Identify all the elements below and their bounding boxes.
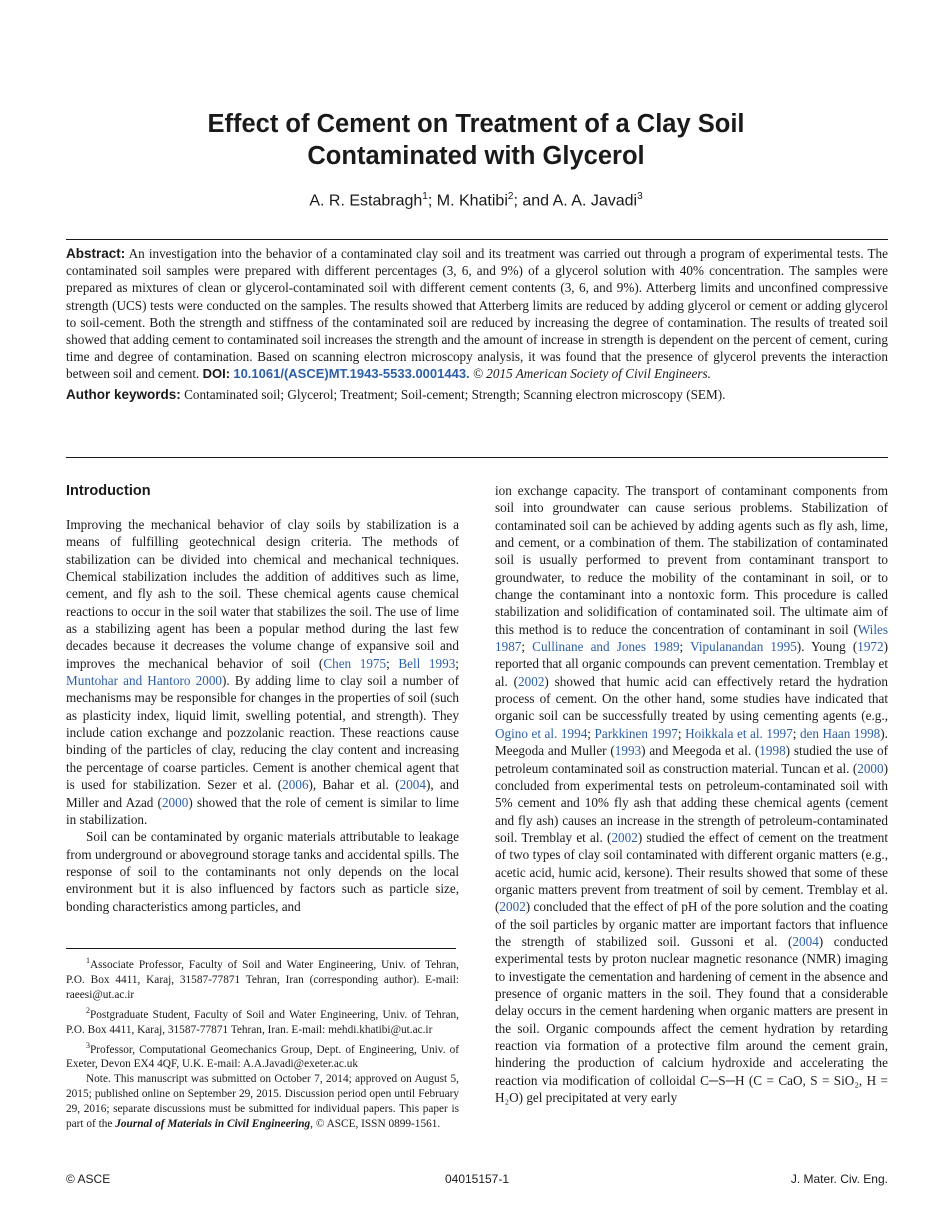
footnote-2 — [66, 1003, 459, 1038]
author-affiliation-marker: 3 — [637, 191, 643, 202]
citation-link[interactable]: 2006 — [282, 777, 309, 793]
paragraph-text: ). Young ( — [796, 639, 858, 655]
paragraph-text: ; — [455, 655, 459, 671]
footnote-1 — [66, 953, 459, 1003]
author-separator: ; and — [513, 192, 553, 210]
footnote-marker: 2 — [86, 1005, 90, 1015]
abstract-paragraph — [66, 245, 888, 383]
citation-link[interactable]: Muntohar and Hantoro 2000 — [66, 673, 223, 689]
paragraph-text: ; — [792, 725, 800, 741]
paragraph-text: ), Bahar et al. ( — [308, 777, 400, 793]
citation-link[interactable]: den Haan 1998 — [799, 725, 881, 741]
manuscript-note — [66, 1072, 459, 1132]
paragraph-text: ) showed that humic acid can effectively retard the hydration process of cement. On the other hand, some studies have indicated that organic soil can be successfully treated by using cementing agents (e.g., — [495, 673, 888, 724]
footnotes — [66, 948, 459, 1132]
paragraph-text: ) studied the use of petroleum contaminated soil as construction material. Tuncan et al. ( — [495, 743, 888, 776]
citation-link[interactable]: 2000 — [161, 794, 189, 810]
paragraph-text: ) conducted experimental tests by proton nuclear magnetic resonance (NMR) imaging to investigate the cementation and hardening of cement in the absence and presence of organic matters in the soil. They found that a considerable delay occurs in the cement hardening when organic matters are present in the soil. Organic compounds affect the cement hydration by retarding reaction via formation of a protective film around the cement grain, hindering the production of calcium hydroxide and accelerating the reaction via modification of colloidal C─S─H (C = CaO, S = SiO₂, H = H₂O) gel precipitated at very early — [495, 933, 888, 1106]
paragraph-text: ; — [677, 725, 686, 741]
doi-link[interactable]: 10.1061/(ASCE)MT.1943-5533.0001443. — [233, 366, 470, 382]
paragraph-text: ) reported that all organic compounds can prevent cementation. Tremblay et al. ( — [495, 639, 888, 689]
keywords-text: Contaminated soil; Glycerol; Treatment; Soil-cement; Strength; Scanning electron microscopy (SEM). — [184, 386, 726, 402]
footnote-3 — [66, 1038, 459, 1073]
section-heading-introduction: Introduction — [66, 483, 151, 499]
citation-link[interactable]: 2002 — [611, 829, 638, 845]
citation-link[interactable]: Hoikkala et al. 1997 — [685, 725, 793, 741]
citation-link[interactable]: Parkkinen 1997 — [594, 725, 678, 741]
abstract-section — [66, 245, 888, 403]
citation-link[interactable]: Ogino et al. 1994 — [495, 725, 588, 741]
citation-link[interactable]: 2004 — [792, 933, 819, 949]
paragraph-text: ) studied the effect of cement on the treatment of two types of clay soil contaminated with different organic matters (e.g., acetic acid, humic acid, kersone). Their results showed that some of these organic matters prevent from treatment of soil by cement. Tremblay et al. ( — [495, 829, 888, 915]
citation-link[interactable]: 2000 — [857, 760, 884, 776]
citation-link[interactable]: 1998 — [759, 743, 786, 759]
author-name: A. A. Javadi — [552, 192, 638, 210]
intro-paragraph-1 — [66, 516, 459, 828]
keywords-label: Author keywords: — [66, 386, 181, 402]
citation-link[interactable]: 2004 — [399, 777, 426, 793]
paragraph-text: ) concluded that the effect of pH of the pore solution and the coating of the soil particles by organic matter are important factors that influence the strength of stabilized soil. Gussoni et al. ( — [495, 899, 888, 949]
footnote-text: Postgraduate Student, Faculty of Soil and Water Engineering, Univ. of Tehran, P.O. Box 4411, Karaj, 31587-77871 Tehran, Iran. E-mail: mehdi.khatibi@ut.ac.ir — [66, 1008, 459, 1036]
paragraph-text: ) showed that the role of cement is similar to lime in stabilization. — [66, 794, 460, 827]
abstract-text: An investigation into the behavior of a contaminated clay soil and its treatment was carried out through a program of experimental tests. The contaminated soil samples were prepared with different percentages (3, 6, and 9%) of a glycerol solution with 40% concentration. The samples were prepared as mixtures of clean or glycerol-contaminated soil with different cement contents (3, 6, and 9%). Atterberg limits and unconfined compressive strength (UCS) tests were conducted on the samples. The results showed that Atterberg limits are reduced by adding glycerol or cement or adding glycerol to soil-cement. Both the strength and stiffness of the contaminated soil are reduced by increasing the degree of contamination. The results of treated soil showed that adding cement to contaminated soil increases the strength and the amount of increase in strength is dependent on the percent of cement, curing time and degree of contamination. Based on scanning electron microscopy analysis, it was found that the presence of glycerol prevents the interaction between soil and cement. — [66, 246, 888, 382]
paper-title-line1: Effect of Cement on Treatment of a Clay Soil — [207, 110, 745, 138]
journal-name: Journal of Materials in Civil Engineering — [115, 1118, 311, 1131]
footnote-text: Professor, Computational Geomechanics Group, Dept. of Engineering, Univ. of Exeter, Devon EX4 4QF, U.K. E-mail: A.A.Javadi@exeter.ac.uk — [66, 1043, 459, 1071]
citation-link[interactable]: Wiles 1987 — [495, 621, 888, 655]
paragraph-text: ) and Meegoda et al. ( — [641, 743, 760, 759]
paragraph-text: ; — [386, 655, 399, 671]
title-block — [60, 108, 892, 212]
footnote-rule — [66, 948, 456, 949]
paragraph-text: ) concluded from experimental tests on petroleum-contaminated soil with 5% cement and 10% fly ash that adding these chemical agents (cement and fly ash) causes an increase in the strength of petroleum-contaminated soil. Tremblay et al. ( — [495, 760, 888, 845]
author-list — [60, 186, 892, 212]
citation-link[interactable]: Bell 1993 — [398, 655, 456, 671]
abstract-label: Abstract: — [66, 246, 126, 261]
paragraph-text: ; — [521, 639, 533, 655]
citation-link[interactable]: 2002 — [518, 673, 545, 689]
page-footer — [66, 1172, 888, 1190]
paper-title-line2: Contaminated with Glycerol — [307, 142, 645, 170]
citation-link[interactable]: Chen 1975 — [323, 655, 387, 671]
paragraph-text: ). By adding lime to clay soil a number of mechanisms may be responsible for changes in the properties of soil (such as plasticity index, liquid limit, swelling potential, and strength). They include cation exchange and pozzolanic reaction. These reactions cause binding of the particles of clay, reducing the clay content and increasing the percentage of coarse particles. Cement is another chemical agent that is used for stabilization. Sezer et al. ( — [66, 673, 459, 793]
citation-link[interactable]: 2002 — [499, 899, 526, 915]
copyright-notice: © 2015 American Society of Civil Engineers. — [472, 366, 711, 382]
intro-paragraph-2: Soil can be contaminated by organic materials attributable to leakage from underground or aboveground storage tanks and accidental spills. The response of soil to the contaminants not only depends on the local environment but it is also influenced by factors such as particle size, bonding characteristics among particles, and — [66, 829, 459, 914]
left-column — [66, 482, 459, 915]
right-column — [495, 482, 888, 1106]
paragraph-text: ). Meegoda and Muller ( — [495, 725, 888, 759]
author-name: M. Khatibi — [436, 192, 508, 210]
abstract-bottom-rule — [66, 457, 888, 458]
author-separator: ; — [427, 192, 437, 210]
paragraph-text: Improving the mechanical behavior of clay soils by stabilization is a means of fulfilling geotechnical design criteria. The methods of stabilization can be divided into chemical and mechanical techniques. Chemical stabilization includes the addition of additives such as lime, cement, and fly ash to the soil. These chemical agents cause chemical reactions to occur in the soil water that stabilizes the soil. The use of lime as a stabilizing agent has been a popular method during the last few decades because it decreases the volume change of expansive soil and improves the mechanical behavior of soil ( — [66, 517, 459, 671]
footnote-text: Associate Professor, Faculty of Soil and Water Engineering, Univ. of Tehran, P.O. Box 4411, Karaj, 31587-77871 Tehran, Iran (corresponding author). E-mail: raeesi@ut.ac.ir — [66, 958, 459, 1001]
author-name: A. R. Estabragh — [309, 192, 423, 210]
footer-article-number: 04015157-1 — [444, 1172, 510, 1186]
note-tail: , © ASCE, ISSN 0899-1561. — [310, 1118, 441, 1131]
paragraph-text: ion exchange capacity. The transport of contaminant components from soil into groundwater can cause serious problems. Stabilization of contaminated soil can be achieved by adding agents such as fly ash, lime, and cement, or a combination of them. The stabilization of contaminated soil is usually performed to prevent from contaminant transport to groundwater, to reduce the mobility of the contaminant in soil, or to change the contaminant into a nontoxic form. This procedure is called stabilization and solidification of contaminated soil. The ultimate aim of this method is to reduce the concentration of contaminant in soil ( — [495, 483, 888, 637]
citation-link[interactable]: Cullinane and Jones 1989 — [532, 639, 680, 655]
citation-link[interactable]: 1972 — [857, 639, 884, 655]
keywords-paragraph — [66, 386, 888, 403]
note-text: Note. This manuscript was submitted on October 7, 2014; approved on August 5, 2015; published online on September 29, 2015. Discussion period open until February 29, 2016; separate discussions must be submitted for individual papers. This paper is part of the — [66, 1073, 459, 1131]
abstract-top-rule — [66, 239, 888, 240]
author-affiliation-marker: 2 — [507, 191, 514, 202]
citation-link[interactable]: 1993 — [614, 743, 642, 759]
author-affiliation-marker: 1 — [422, 191, 428, 202]
footnote-marker: 3 — [86, 1040, 90, 1050]
footer-journal-abbrev: J. Mater. Civ. Eng. — [790, 1172, 888, 1186]
citation-link[interactable]: Vipulanandan 1995 — [690, 639, 797, 655]
doi-label: DOI: — [202, 366, 231, 382]
footnote-marker: 1 — [86, 956, 90, 965]
paragraph-text: ; — [679, 639, 691, 655]
footer-publisher: © ASCE — [66, 1172, 111, 1186]
intro-paragraph-3 — [495, 482, 888, 1106]
paragraph-text: ; — [587, 725, 595, 741]
paragraph-text: ), and Miller and Azad ( — [66, 777, 460, 810]
